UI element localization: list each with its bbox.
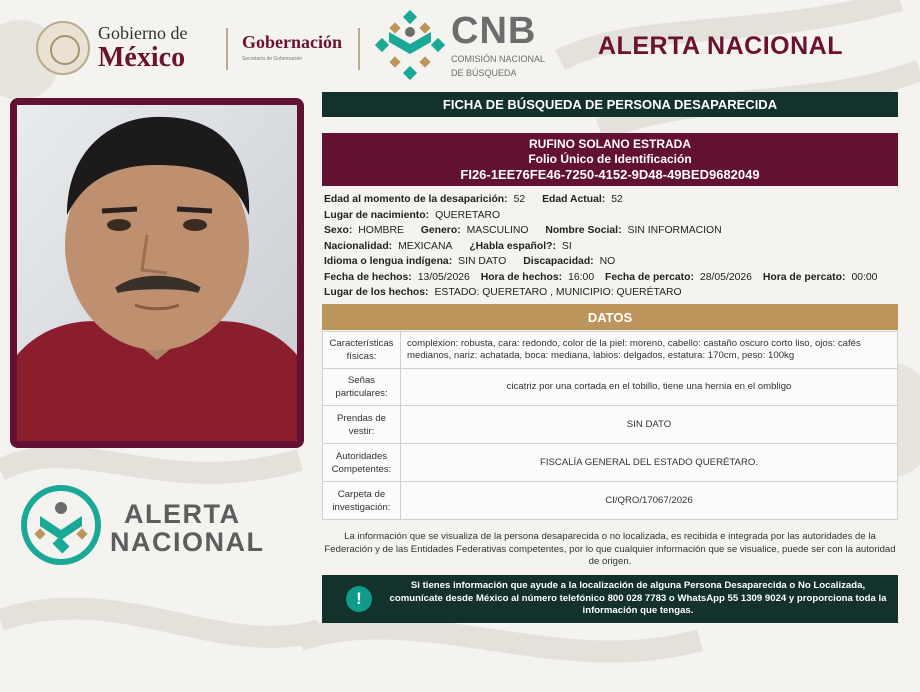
datos-value: cicatriz por una cortada en el tobillo, tiene una hernia en el ombligo <box>401 369 898 406</box>
edad-actual-label: Edad Actual: <box>542 194 606 205</box>
sexo-label: Sexo: <box>324 225 353 236</box>
contact-message: Si tienes información que ayude a la localización de alguna Persona Desaparecida o No Localizada, comunícate desde México al número telefónico 800 028 7783 o WhatsApp 55 1309 9024 y proporciona toda la información que tengas. <box>389 580 887 616</box>
table-row <box>323 482 898 520</box>
nacionalidad-value: MEXICANA <box>398 240 453 252</box>
table-row <box>323 444 898 482</box>
habla-espanol-label: ¿Habla español?: <box>469 240 556 252</box>
person-photo <box>10 98 304 448</box>
nacional-word: NACIONAL <box>110 527 265 558</box>
datos-title: DATOS <box>587 309 633 325</box>
gobernacion-logo <box>242 32 342 62</box>
person-info <box>324 192 898 301</box>
discapacidad-value: NO <box>599 256 616 267</box>
hora-percato-value: 00:00 <box>851 271 878 283</box>
fecha-percato-label: Fecha de percato: <box>605 271 694 283</box>
fecha-hechos-label: Fecha de hechos: <box>324 271 412 283</box>
datos-table <box>322 331 898 520</box>
genero-value: MASCULINO <box>466 225 529 236</box>
lugar-hechos-value: ESTADO: QUERETARO , MUNICIPIO: QUERÉTARO <box>434 287 682 298</box>
hora-percato-label: Hora de percato: <box>762 271 846 283</box>
ficha-title-bar <box>322 92 898 117</box>
idioma-label: Idioma o lengua indígena: <box>324 256 453 267</box>
mexico-label: México <box>98 42 186 73</box>
info-row-nacionalidad <box>324 239 898 255</box>
alerta-nacional-title: ALERTA NACIONAL <box>598 32 843 60</box>
datos-header <box>322 304 898 330</box>
gobierno-mexico-logo <box>36 18 187 78</box>
info-row-idioma <box>324 254 898 270</box>
info-row-edad <box>324 192 898 208</box>
table-row <box>323 369 898 406</box>
cnb-label: CNB <box>451 9 537 52</box>
header-divider <box>226 28 228 70</box>
table-row <box>323 406 898 444</box>
lugar-nacimiento-value: QUERETARO <box>435 209 501 221</box>
datos-value: FISCALÍA GENERAL DEL ESTADO QUERÉTARO. <box>401 444 898 482</box>
datos-label: Características físicas: <box>323 332 401 369</box>
gobierno-label: Gobierno de <box>98 23 188 43</box>
sexo-value: HOMBRE <box>358 225 404 236</box>
hora-hechos-value: 16:00 <box>568 271 595 283</box>
gobernacion-label: Gobernación <box>242 32 343 52</box>
hora-hechos-label: Hora de hechos: <box>480 271 563 283</box>
datos-label: Prendas de vestir: <box>323 406 401 444</box>
lugar-hechos-label: Lugar de los hechos: <box>324 287 429 298</box>
person-identity-bar <box>322 133 898 186</box>
info-row-lugar-hechos <box>324 285 898 301</box>
fecha-percato-value: 28/05/2026 <box>699 271 752 283</box>
cnb-emblem-icon <box>375 10 445 80</box>
person-name: RUFINO SOLANO ESTRADA <box>529 137 691 151</box>
idioma-value: SIN DATO <box>458 256 507 267</box>
datos-label: Carpeta de investigación: <box>323 482 401 520</box>
table-row <box>323 332 898 369</box>
header-divider <box>358 28 360 70</box>
datos-label: Señas particulares: <box>323 369 401 406</box>
datos-label: Autoridades Competentes: <box>323 444 401 482</box>
info-row-sexo <box>324 223 898 239</box>
datos-value: SIN DATO <box>401 406 898 444</box>
habla-espanol-value: SI <box>561 240 572 252</box>
cnb-line1: COMISIÓN NACIONAL <box>451 53 546 64</box>
alerta-word: ALERTA <box>124 499 241 529</box>
datos-value: CI/QRO/17067/2026 <box>401 482 898 520</box>
alert-icon: ! <box>346 586 372 612</box>
edad-desaparicion-label: Edad al momento de la desaparición: <box>324 194 508 205</box>
datos-value: complexion: robusta, cara: redondo, color de la piel: moreno, cabello: castaño oscuro corto liso, ojos: cafés medianos, nariz: achatada, boca: mediana, labios: delgados, estatura: 170cm, peso: 100kg <box>401 332 898 369</box>
folio-label: Folio Único de Identificación <box>528 152 692 166</box>
info-row-nacimiento <box>324 208 898 224</box>
lugar-nacimiento-label: Lugar de nacimiento: <box>324 209 430 221</box>
fecha-hechos-value: 13/05/2026 <box>417 271 470 283</box>
discapacidad-label: Discapacidad: <box>523 256 594 267</box>
folio-value: FI26-1EE76FE46-7250-4152-9D48-49BED9682049 <box>460 167 760 182</box>
nombre-social-value: SIN INFORMACION <box>627 225 722 236</box>
info-row-fechas <box>324 270 898 286</box>
nombre-social-label: Nombre Social: <box>545 225 622 236</box>
ficha-title: FICHA DE BÚSQUEDA DE PERSONA DESAPARECIDA <box>442 97 778 112</box>
alerta-nacional-logo-text <box>110 500 265 557</box>
edad-actual-value: 52 <box>611 194 623 205</box>
alerta-nacional-emblem-icon <box>20 484 102 566</box>
cnb-logo <box>375 10 545 80</box>
contact-bar <box>322 575 898 623</box>
nacionalidad-label: Nacionalidad: <box>324 240 393 252</box>
cnb-line2: DE BÚSQUEDA <box>451 68 517 78</box>
seal-icon <box>36 21 90 75</box>
gobernacion-sub-label: Secretaría de Gobernación <box>242 56 303 62</box>
person-portrait-image <box>17 105 297 441</box>
disclaimer-text: La información que se visualiza de la persona desaparecida o no localizada, es recibida e integrada por las autoridades de la Federación y de las Entidades Federativas competentes, por lo que cualquier información que se visualice, puede ser con la autoridad de origen. <box>324 531 896 567</box>
edad-desaparicion-value: 52 <box>513 194 526 205</box>
genero-label: Genero: <box>420 225 461 236</box>
